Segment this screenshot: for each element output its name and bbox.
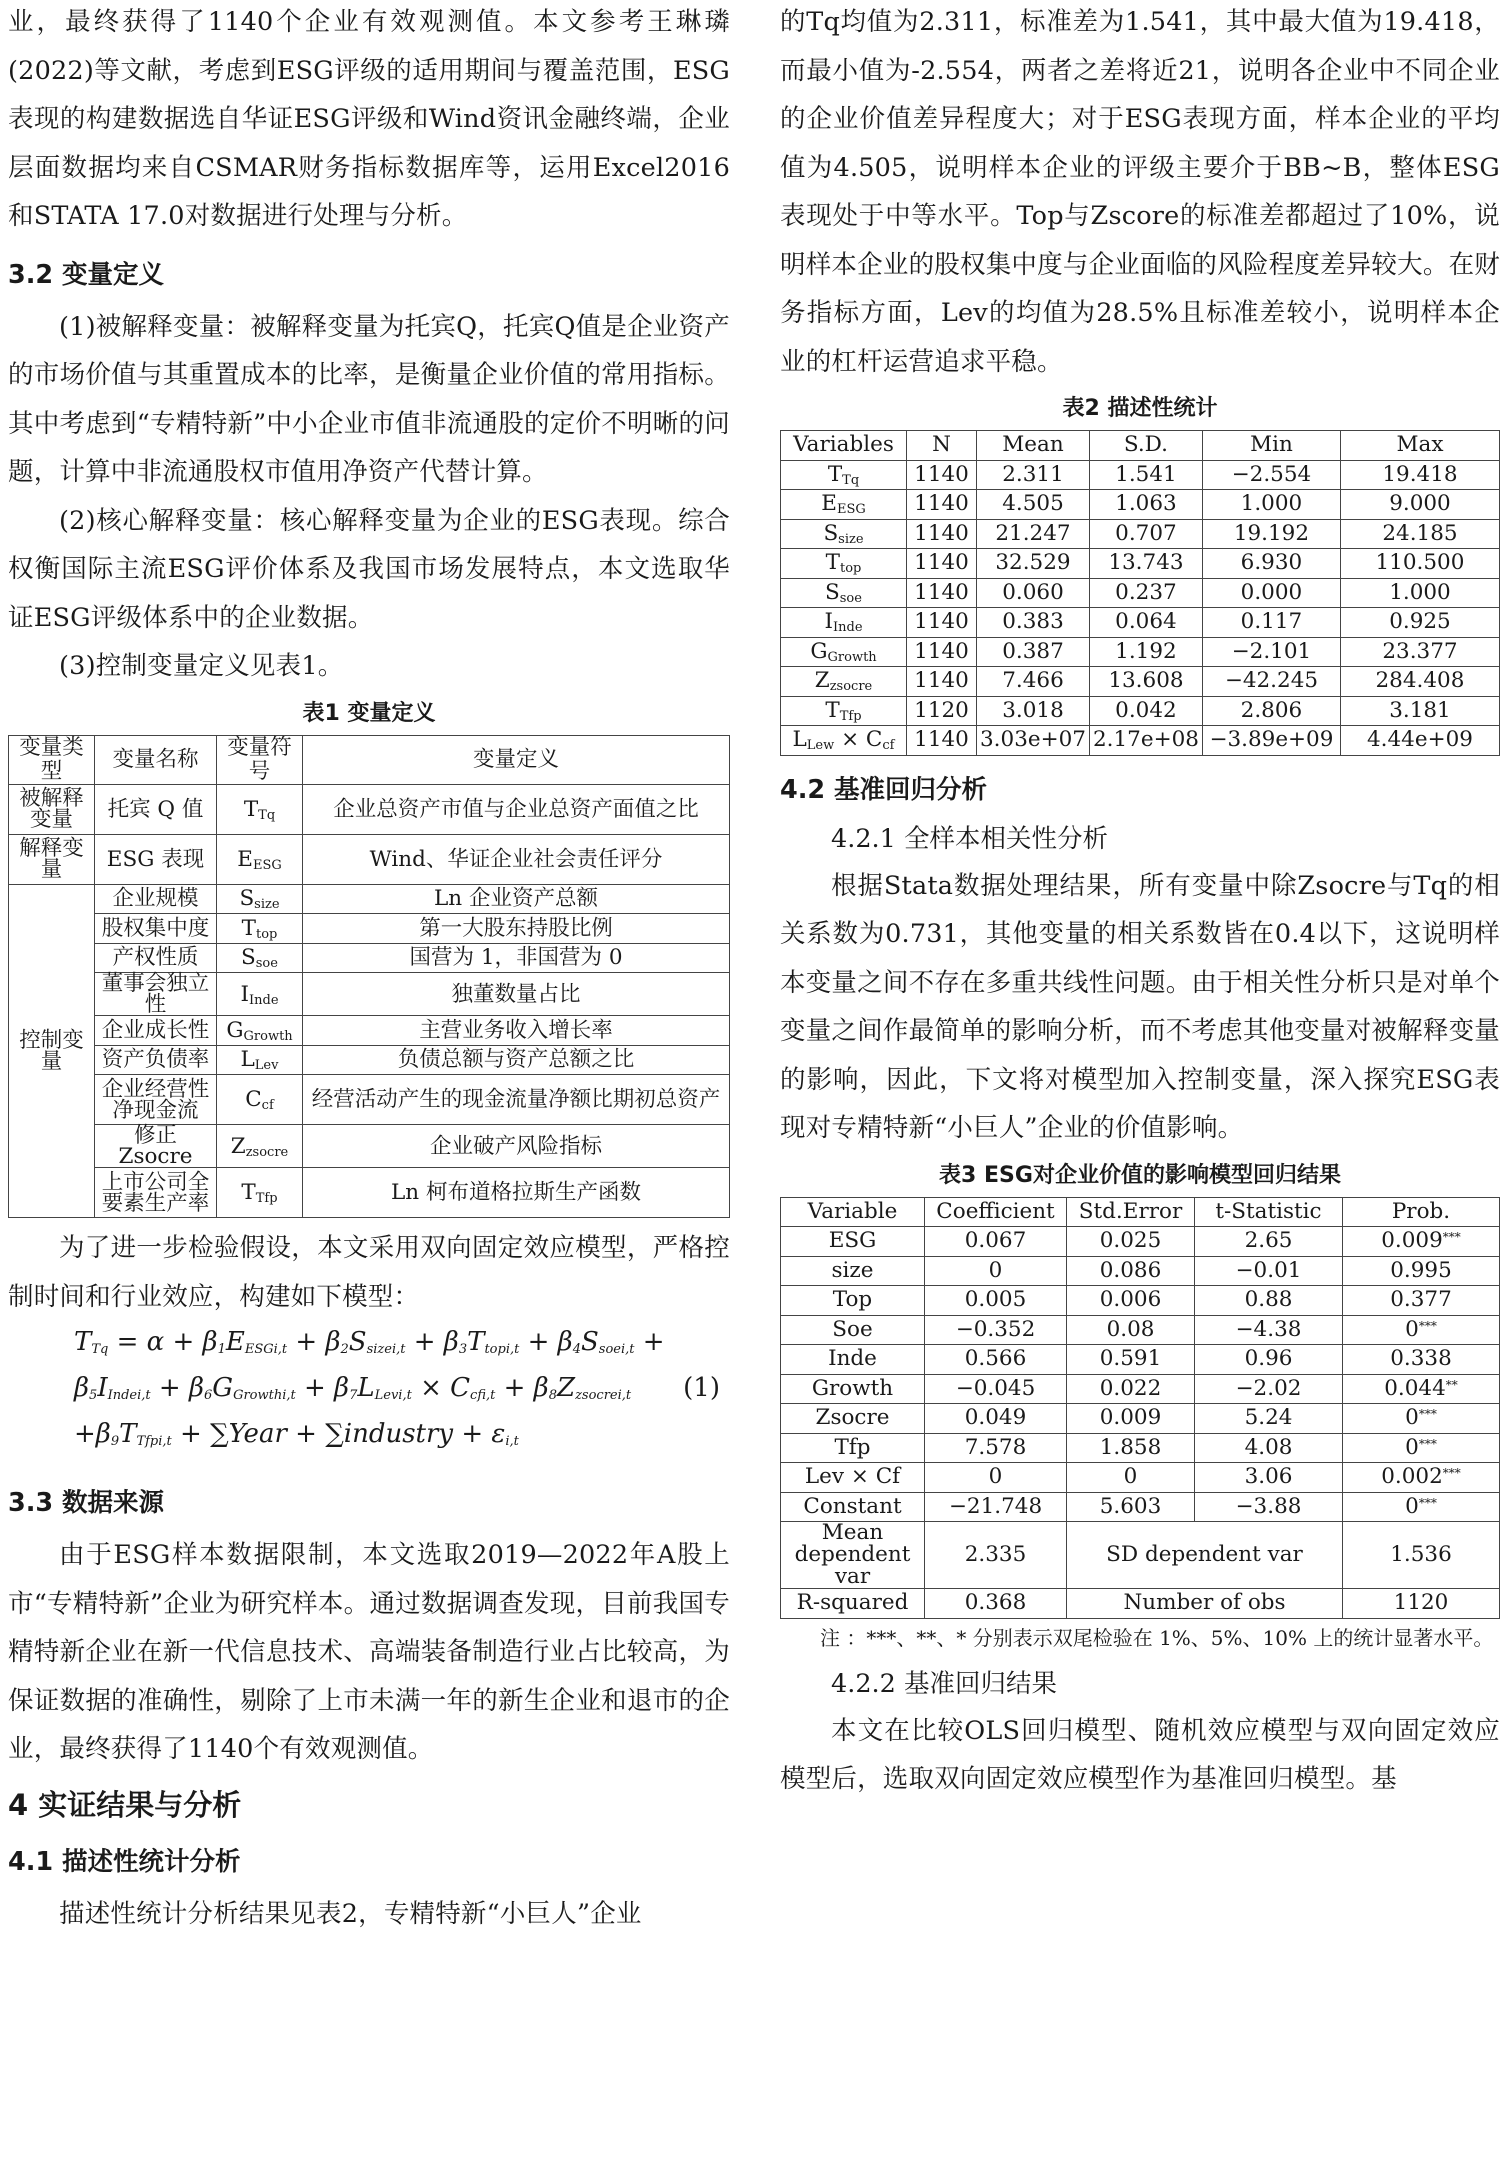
table3-cell-coef: −21.748: [925, 1492, 1067, 1522]
table-row: [781, 1374, 1500, 1404]
table2-cell-variable: $T_{Tq}$: [781, 460, 907, 490]
table3-cell-coef: 7.578: [925, 1433, 1067, 1463]
table3-cell-variable: ESG: [781, 1227, 925, 1257]
table2-cell-variable: $S_{soe}$: [781, 578, 907, 608]
table1-header-symbol: 变量符号: [217, 735, 303, 784]
table2-cell-max: 9.000: [1340, 490, 1499, 520]
table3-cell-se: 0.591: [1067, 1345, 1195, 1375]
table2-cell-max: 284.408: [1340, 667, 1499, 697]
table2-cell-sd: 0.707: [1089, 519, 1202, 549]
table1-cell-definition: 企业破产风险指标: [303, 1125, 730, 1168]
table3-cell-t: 0.88: [1195, 1286, 1343, 1316]
table2-cell-sd: 0.064: [1089, 608, 1202, 638]
table1-type-dependent: 被解释变量: [9, 784, 95, 834]
table-row: [781, 1286, 1500, 1316]
table3-cell-t: −3.88: [1195, 1492, 1343, 1522]
table2-cell-variable: $L_{Lew} \times C_{cf}$: [781, 726, 907, 756]
table1-cell-symbol: $C_{cf}$: [217, 1075, 303, 1125]
paragraph-continued: 的Tq均值为2.311，标准差为1.541，其中最大值为19.418，而最小值为-2.554，两者之差将近21，说明各企业中不同企业的企业价值差异程度大；对于ESG表现方面，样本企业的平均值为4.505，说明样本企业的评级主要介于BB~B，整体ESG表现处于中等水平。Top与Zscore的标准差都超过了10%，说明样本企业的股权集中度与企业面临的风险程度差异较大。在财务指标方面，Lev的均值为28.5%且标准差较小，说明样本企业的杠杆运营追求平稳。: [780, 7, 1500, 377]
table-row: [781, 1404, 1500, 1434]
table1-cell-symbol: $G_{Growth}$: [217, 1016, 303, 1046]
paragraph-data-source: 由于ESG样本数据限制，本文选取2019—2022年A股上市“专精特新”企业为研究样本。通过数据调查发现，目前我国专精特新企业在新一代信息技术、高端装备制造行业占比较高，为保证数据的准确性，剔除了上市未满一年的新生企业和退市的企业，最终获得了1140个有效观测值。: [8, 1540, 730, 1764]
table3-header-prob: Prob.: [1343, 1197, 1500, 1227]
table2-cell-min: 0.117: [1202, 608, 1340, 638]
table3-cell-coef: 0: [925, 1463, 1067, 1493]
table2-cell-mean: 3.018: [977, 696, 1090, 726]
table-row: [781, 608, 1500, 638]
table2-cell-n: 1140: [907, 460, 977, 490]
table3-cell-t: 2.65: [1195, 1227, 1343, 1257]
table2-cell-variable: $I_{Inde}$: [781, 608, 907, 638]
table2-cell-mean: 0.060: [977, 578, 1090, 608]
table1-cell-symbol: $T_{Tfp}$: [217, 1168, 303, 1218]
table3-cell-variable: size: [781, 1256, 925, 1286]
table1-cell-symbol: $Z_{zsocre}$: [217, 1125, 303, 1168]
table2-header-sd: S.D.: [1089, 431, 1202, 461]
paragraph-descriptive: 描述性统计分析结果见表2，专精特新“小巨人”企业: [59, 1898, 642, 1929]
table2-cell-min: −2.101: [1202, 637, 1340, 667]
table-row: [781, 637, 1500, 667]
table-row: [781, 1315, 1500, 1345]
table2-cell-max: 0.925: [1340, 608, 1499, 638]
table3-cell-prob: 0***: [1343, 1433, 1500, 1463]
table2-cell-mean: 0.387: [977, 637, 1090, 667]
table2-cell-variable: $Z_{zsocre}$: [781, 667, 907, 697]
table1-cell-definition: 经营活动产生的现金流量净额比期初总资产: [303, 1075, 730, 1125]
table3-cell-se: 0.086: [1067, 1256, 1195, 1286]
subsection-4-2-2: 4.2.2 基准回归结果: [831, 1668, 1057, 1699]
table3-cell-variable: Top: [781, 1286, 925, 1316]
paragraph-var1: (1)被解释变量：被解释变量为托宾Q，托宾Q值是企业资产的市场价值与其重置成本的比率，是衡量企业价值的常用指标。其中考虑到“专精特新”中小企业市值非流通股的定价不明晰的问题，计算中非流通股权市值用净资产代替计算。: [8, 311, 730, 487]
table3-header-tstat: t-Statistic: [1195, 1197, 1343, 1227]
paragraph-baseline: 本文在比较OLS回归模型、随机效应模型与双向固定效应模型后，选取双向固定效应模型作为基准回归模型。基: [780, 1715, 1500, 1794]
table3-cell-prob: 0.002***: [1343, 1463, 1500, 1493]
table1-cell-name: 股权集中度: [95, 914, 217, 944]
table1-cell-name: 托宾 Q 值: [95, 784, 217, 834]
table2-cell-mean: 3.03e+07: [977, 726, 1090, 756]
table3-cell-se: 0.022: [1067, 1374, 1195, 1404]
table2-cell-mean: 7.466: [977, 667, 1090, 697]
table2-cell-max: 110.500: [1340, 549, 1499, 579]
table1-cell-name: 产权性质: [95, 943, 217, 973]
table2-cell-mean: 32.529: [977, 549, 1090, 579]
table3-header-coefficient: Coefficient: [925, 1197, 1067, 1227]
table2-cell-min: 0.000: [1202, 578, 1340, 608]
table2-header-n: N: [907, 431, 977, 461]
table2-cell-max: 24.185: [1340, 519, 1499, 549]
table3-cell-variable: Soe: [781, 1315, 925, 1345]
formula-line-1: $T_{Tq} = \alpha + \beta_1E_{ESGi,t} + \beta_2S_{sizei,t} + \beta_3T_{topi,t} + \beta_4S_{soei,t}$ +: [74, 1327, 665, 1357]
table1-cell-symbol: $S_{size}$: [217, 884, 303, 914]
table2-cell-sd: 13.743: [1089, 549, 1202, 579]
table1-caption: 表1 变量定义: [302, 700, 436, 726]
table2-cell-sd: 1.192: [1089, 637, 1202, 667]
table1-cell-name: 企业成长性: [95, 1016, 217, 1046]
table3-cell-t: −0.01: [1195, 1256, 1343, 1286]
table3-cell-t: 5.24: [1195, 1404, 1343, 1434]
table2-descriptive-statistics: [780, 430, 1500, 756]
table2-caption: 表2 描述性统计: [1062, 396, 1218, 421]
table3-cell-coef: −0.045: [925, 1374, 1067, 1404]
table3-cell-prob: 0.338: [1343, 1345, 1500, 1375]
table2-cell-n: 1140: [907, 519, 977, 549]
table3-cell-t: 4.08: [1195, 1433, 1343, 1463]
table3-cell-coef: 0: [925, 1256, 1067, 1286]
table2-cell-n: 1140: [907, 726, 977, 756]
table3-cell-coef: 0.067: [925, 1227, 1067, 1257]
table1-cell-definition: 企业总资产市值与企业总资产面值之比: [303, 784, 730, 834]
table1-variable-definitions: [8, 735, 730, 1219]
table3-cell-prob: 0.044**: [1343, 1374, 1500, 1404]
table3-sd-dep-label: SD dependent var: [1067, 1522, 1343, 1589]
table-row: [781, 549, 1500, 579]
table-row: [781, 519, 1500, 549]
section-heading-4-2: 4.2 基准回归分析: [780, 774, 988, 805]
table1-cell-name: 董事会独立性: [95, 973, 217, 1016]
table2-cell-sd: 0.042: [1089, 696, 1202, 726]
table2-cell-n: 1140: [907, 549, 977, 579]
table-row: [781, 1433, 1500, 1463]
table2-cell-n: 1140: [907, 637, 977, 667]
table3-cell-se: 0.006: [1067, 1286, 1195, 1316]
table2-cell-variable: $G_{Growth}$: [781, 637, 907, 667]
table3-cell-variable: Constant: [781, 1492, 925, 1522]
table-row: [781, 696, 1500, 726]
table2-header-max: Max: [1340, 431, 1499, 461]
table1-cell-definition: 负债总额与资产总额之比: [303, 1045, 730, 1075]
table-row: [781, 667, 1500, 697]
table2-cell-mean: 4.505: [977, 490, 1090, 520]
table1-cell-definition: Wind、华证企业社会责任评分: [303, 834, 730, 884]
table1-type-explanatory: 解释变量: [9, 834, 95, 884]
table1-cell-name: ESG 表现: [95, 834, 217, 884]
paragraph-var2: (2)核心解释变量：核心解释变量为企业的ESG表现。综合权衡国际主流ESG评价体系及我国市场发展特点，本文选取华证ESG评级体系中的企业数据。: [8, 505, 730, 633]
table2-cell-sd: 2.17e+08: [1089, 726, 1202, 756]
table3-mean-dep-value: 2.335: [925, 1522, 1067, 1589]
table1-cell-name: 企业经营性净现金流: [95, 1075, 217, 1125]
table3-header-stderror: Std.Error: [1067, 1197, 1195, 1227]
table2-cell-variable: $T_{top}$: [781, 549, 907, 579]
table3-cell-se: 0.025: [1067, 1227, 1195, 1257]
table1-cell-definition: 主营业务收入增长率: [303, 1016, 730, 1046]
table2-header-variables: Variables: [781, 431, 907, 461]
table3-caption: 表3 ESG对企业价值的影响模型回归结果: [939, 1162, 1341, 1188]
table2-cell-sd: 0.237: [1089, 578, 1202, 608]
table3-cell-variable: Growth: [781, 1374, 925, 1404]
table3-regression-results: [780, 1197, 1500, 1619]
left-column: [8, 0, 730, 1938]
table3-cell-variable: Tfp: [781, 1433, 925, 1463]
paragraph-model: 为了进一步检验假设，本文采用双向固定效应模型，严格控制时间和行业效应，构建如下模型：: [8, 1233, 730, 1312]
table-row: [781, 578, 1500, 608]
table3-sd-dep-value: 1.536: [1343, 1522, 1500, 1589]
table-row: [781, 1589, 1500, 1619]
table-row: [781, 1522, 1500, 1589]
table2-cell-max: 4.44e+09: [1340, 726, 1499, 756]
table2-cell-max: 23.377: [1340, 637, 1499, 667]
table1-cell-definition: Ln 柯布道格拉斯生产函数: [303, 1168, 730, 1218]
table3-cell-se: 0: [1067, 1463, 1195, 1493]
table-row: [781, 726, 1500, 756]
table2-cell-sd: 13.608: [1089, 667, 1202, 697]
paragraph-correlation: 根据Stata数据处理结果，所有变量中除Zsocre与Tq的相关系数为0.731，其他变量的相关系数皆在0.4以下，这说明样本变量之间不存在多重共线性问题。由于相关性分析只是对单个变量之间作最简单的影响分析，而不考虑其他变量对被解释变量的影响，因此，下文将对模型加入控制变量，深入探究ESG表现对专精特新“小巨人”企业的价值影响。: [780, 870, 1500, 1143]
table3-r2-label: R-squared: [781, 1589, 925, 1619]
table2-cell-sd: 1.063: [1089, 490, 1202, 520]
table2-header-mean: Mean: [977, 431, 1090, 461]
table3-cell-variable: Lev × Cf: [781, 1463, 925, 1493]
table3-cell-t: −4.38: [1195, 1315, 1343, 1345]
table1-cell-definition: Ln 企业资产总额: [303, 884, 730, 914]
table2-cell-n: 1140: [907, 667, 977, 697]
table1-cell-definition: 独董数量占比: [303, 973, 730, 1016]
table2-cell-sd: 1.541: [1089, 460, 1202, 490]
table3-cell-coef: −0.352: [925, 1315, 1067, 1345]
table2-cell-mean: 0.383: [977, 608, 1090, 638]
table1-cell-definition: 国营为 1，非国营为 0: [303, 943, 730, 973]
table2-cell-n: 1120: [907, 696, 977, 726]
table1-cell-symbol: $I_{Inde}$: [217, 973, 303, 1016]
table3-cell-prob: 0***: [1343, 1315, 1500, 1345]
table3-nobs-label: Number of obs: [1067, 1589, 1343, 1619]
table1-header-definition: 变量定义: [303, 735, 730, 784]
formula-line-2: $\beta_5I_{Indei,t} + \beta_6G_{Growthi,t} + \beta_7L_{Levi,t} \times C_{cfi,t} + \beta_8Z_{zsocrei,t}$: [74, 1373, 632, 1403]
table3-cell-prob: 0.377: [1343, 1286, 1500, 1316]
table1-cell-symbol: $L_{Lev}$: [217, 1045, 303, 1075]
table3-cell-coef: 0.005: [925, 1286, 1067, 1316]
table3-cell-se: 5.603: [1067, 1492, 1195, 1522]
table2-cell-max: 1.000: [1340, 578, 1499, 608]
table1-header-type: 变量类型: [9, 735, 95, 784]
table2-cell-min: 1.000: [1202, 490, 1340, 520]
table3-header-variable: Variable: [781, 1197, 925, 1227]
table3-cell-variable: Inde: [781, 1345, 925, 1375]
model-formula: [8, 1321, 730, 1471]
table3-cell-se: 0.08: [1067, 1315, 1195, 1345]
table3-cell-t: 3.06: [1195, 1463, 1343, 1493]
table-row: [781, 1345, 1500, 1375]
formula-number: (1): [683, 1373, 720, 1403]
table3-cell-se: 1.858: [1067, 1433, 1195, 1463]
table1-cell-symbol: $E_{ESG}$: [217, 834, 303, 884]
table2-cell-mean: 21.247: [977, 519, 1090, 549]
table1-cell-symbol: $S_{soe}$: [217, 943, 303, 973]
table3-note: 注 ：***、**、* 分别表示双尾检验在 1%、5%、10% 上的统计显著水平。: [820, 1625, 1494, 1650]
table3-cell-prob: 0***: [1343, 1404, 1500, 1434]
table2-cell-min: 19.192: [1202, 519, 1340, 549]
table2-cell-mean: 2.311: [977, 460, 1090, 490]
table2-cell-n: 1140: [907, 490, 977, 520]
table2-cell-variable: $E_{ESG}$: [781, 490, 907, 520]
table3-cell-variable: Zsocre: [781, 1404, 925, 1434]
section-heading-3-2: 3.2 变量定义: [8, 259, 165, 290]
table2-cell-min: −3.89e+09: [1202, 726, 1340, 756]
table2-cell-variable: $S_{size}$: [781, 519, 907, 549]
table3-cell-prob: 0.009***: [1343, 1227, 1500, 1257]
table-row: [781, 1227, 1500, 1257]
table3-r2-value: 0.368: [925, 1589, 1067, 1619]
table2-cell-min: −42.245: [1202, 667, 1340, 697]
table3-cell-coef: 0.566: [925, 1345, 1067, 1375]
table2-cell-min: −2.554: [1202, 460, 1340, 490]
table2-cell-n: 1140: [907, 608, 977, 638]
table1-cell-name: 上市公司全要素生产率: [95, 1168, 217, 1218]
right-column: [780, 0, 1500, 1804]
table2-cell-max: 3.181: [1340, 696, 1499, 726]
section-heading-4: 4 实证结果与分析: [8, 1787, 242, 1822]
paragraph-intro: 业，最终获得了1140个企业有效观测值。本文参考王琳璘(2022)等文献，考虑到ESG评级的适用期间与覆盖范围，ESG表现的构建数据选自华证ESG评级和Wind资讯金融终端，企业层面数据均来自CSMAR财务指标数据库等，运用Excel2016和STATA 17.0对数据进行处理与分析。: [8, 7, 730, 231]
table1-cell-name: 资产负债率: [95, 1045, 217, 1075]
table2-cell-min: 2.806: [1202, 696, 1340, 726]
section-heading-3-3: 3.3 数据来源: [8, 1488, 165, 1518]
subsection-4-2-1: 4.2.1 全样本相关性分析: [831, 823, 1108, 854]
table3-nobs-value: 1120: [1343, 1589, 1500, 1619]
table-row: [781, 490, 1500, 520]
table-row: [781, 460, 1500, 490]
table-row: [781, 1492, 1500, 1522]
table3-cell-prob: 0.995: [1343, 1256, 1500, 1286]
table3-mean-dep-label: Mean dependent var: [781, 1522, 925, 1589]
table1-cell-definition: 第一大股东持股比例: [303, 914, 730, 944]
paragraph-var3: (3)控制变量定义见表1。: [59, 651, 344, 681]
table3-cell-t: 0.96: [1195, 1345, 1343, 1375]
table1-cell-symbol: $T_{Tq}$: [217, 784, 303, 834]
table3-cell-se: 0.009: [1067, 1404, 1195, 1434]
table2-header-min: Min: [1202, 431, 1340, 461]
table1-cell-symbol: $T_{top}$: [217, 914, 303, 944]
table2-cell-variable: $T_{Tfp}$: [781, 696, 907, 726]
table1-header-name: 变量名称: [95, 735, 217, 784]
table-row: [781, 1256, 1500, 1286]
table2-cell-n: 1140: [907, 578, 977, 608]
section-heading-4-1: 4.1 描述性统计分析: [8, 1846, 241, 1877]
table2-cell-max: 19.418: [1340, 460, 1499, 490]
table-row: [781, 1463, 1500, 1493]
table1-cell-name: 修正 Zsocre: [95, 1125, 217, 1168]
table1-cell-name: 企业规模: [95, 884, 217, 914]
table1-type-control: 控制变量: [9, 884, 95, 1218]
formula-line-3: $+\beta_9T_{Tfpi,t}$ + ∑Year + ∑industry + $\varepsilon_{i,t}$: [74, 1419, 519, 1449]
table3-cell-coef: 0.049: [925, 1404, 1067, 1434]
table3-cell-t: −2.02: [1195, 1374, 1343, 1404]
table3-cell-prob: 0***: [1343, 1492, 1500, 1522]
table2-cell-min: 6.930: [1202, 549, 1340, 579]
